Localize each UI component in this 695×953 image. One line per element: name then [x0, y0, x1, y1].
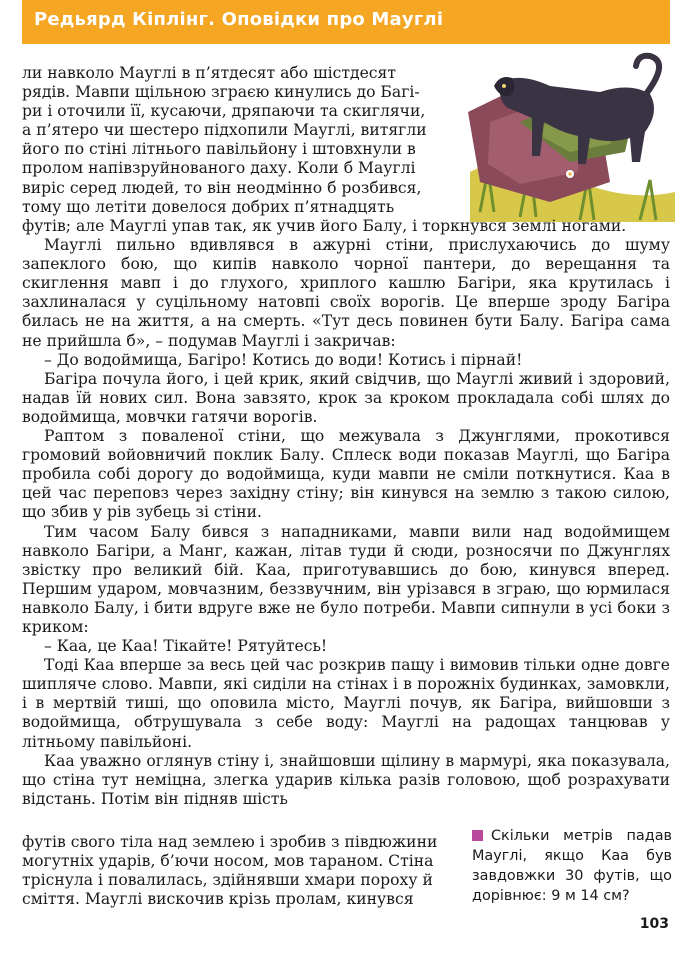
paragraph: – Каа, це Каа! Тікайте! Рятуйтесь! — [44, 637, 328, 656]
chapter-title: Редьярд Кіплінг. Оповідки про Мауглі — [34, 9, 444, 30]
text-line: рядів. Мавпи щільною зграєю кинулись до Багі- — [22, 83, 420, 102]
paragraph: Мауглі пильно вдивлявся в ажурні стіни, прислухаючись до шуму запеклого бою, що кипів навколо чорної пантери, до верещання та скиглення мавп і до глухого, хриплого кашлю Багіри, яка крутилась і захлиналася у суцільному натовпі своїх ворогів. Це вперше зроду Багіра билась не на життя, а на смерть. «Тут десь повинен бути Балу. Багіра сама не прийшла б», – подумав Мауглі і закричав: — [22, 236, 670, 350]
text-line: сміття. Мауглі вискочив крізь пролам, кинувся — [22, 890, 414, 909]
task-marker-icon — [472, 830, 483, 841]
text-line: тому що летіти довелося добрих п’ятнадцять — [22, 197, 395, 216]
paragraph: – До водоймища, Багіро! Котись до води! Котись і пірнай! — [44, 350, 523, 369]
paragraph: Тоді Каа вперше за весь цей час розкрив пащу і вимовив тільки одне довге шипляче слово. Мавпи, які сиділи на стінах і в порожніх будинках, замовкли, і в мертвій тиші, що оповила місто, Мауглі почув, як Багіра, вийшовши з водоймища, обтрушувала з себе воду: Мауглі на радощах танцював у літньому павільйоні. — [22, 656, 670, 751]
text-line: його по стіні літнього павільйону і штовхнули в — [22, 140, 416, 159]
paragraph: Раптом з поваленої стіни, що межувала з Джунглями, прокотився громовий войовничий поклик Балу. Сплеск води показав Мауглі, що Багіра пробила собі дорогу до водоймища, куди мавпи не сміли поткнутися. Каа в цей час переповз через західну стіну; він кинувся на землю з такою силою, що збив у рів зубець зі стіни. — [22, 427, 670, 522]
text-line: могутніх ударів, б’ючи носом, мов тараном. Стіна — [22, 852, 434, 871]
text-line: футів свого тіла над землею і зробив з півдюжини — [22, 833, 438, 851]
text-line: тріснула і повалилась, здійнявши хмари пороху й — [22, 871, 433, 890]
paragraph: Тим часом Балу бився з нападниками, мавпи вили над водоймищем навколо Багіри, а Манг, кажан, літав туди й сюди, розносячи по Джунглях звістку про великий бій. Каа, приготувавшись до бою, кинувся вперед. Першим ударом, мовчазним, беззвучним, він урізався в зграю, що юрмилася навколо Балу, і бити вдруге вже не було потреби. Мавпи сипнули в усі боки з криком: — [22, 522, 670, 636]
task-question: Скільки метрів падав Мауглі, якщо Каа був завдовжки 30 футів, що дорівнює: 9 м 14 см? — [472, 828, 672, 904]
paragraph: Каа уважно оглянув стіну і, знайшовши щілину в мармурі, яка показувала, що стіна тут неміцна, злегка ударив кілька разів головою, щоб розрахувати відстань. Потім він підняв шість — [22, 751, 670, 808]
text-line: ри і оточили її, кусаючи, дряпаючи та скиглячи, — [22, 102, 426, 121]
text-line: ли навколо Мауглі в п’ятдесят або шістдесят — [22, 64, 397, 82]
closing-text — [22, 833, 454, 909]
paragraph: Багіра почула його, і цей крик, який свідчив, що Мауглі живий і здоровий, надав їй нових сил. Вона завзято, крок за кроком прокладала собі шлях до водоймища, мовчки гатячи ворогів. — [22, 369, 670, 426]
paragraph: футів; але Мауглі упав так, як учив його Балу, і торкнувся землі ногами. — [22, 217, 627, 235]
text-line: а п’ятеро чи шестеро підхопили Мауглі, витягли — [22, 121, 427, 140]
task-box — [472, 826, 672, 906]
page-number: 103 — [639, 916, 669, 932]
intro-text — [22, 64, 445, 217]
task-text — [472, 826, 672, 906]
black-panther-illustration — [460, 52, 680, 222]
text-line: пролом напівзруйнованого даху. Коли б Мауглі — [22, 159, 416, 178]
main-text — [22, 217, 670, 809]
text-line: виріс серед людей, то він неодмінно б розбився, — [22, 178, 422, 197]
